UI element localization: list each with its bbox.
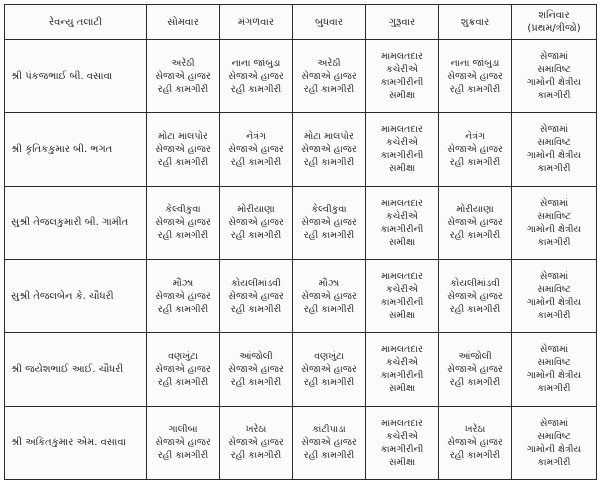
assignment-text-line: કામગીરી bbox=[537, 383, 571, 395]
assignment-text-line: કચેરીએ bbox=[386, 210, 418, 222]
assignment-text-line: નેત્રંગ bbox=[246, 130, 266, 142]
assignment-text-line: ગાલીબા bbox=[168, 424, 198, 436]
officer-name: શ્રી જયેશભાઈ આઈ. ચૌધરી bbox=[5, 333, 147, 406]
table-row bbox=[5, 113, 597, 186]
assignment-cell-wednesday bbox=[293, 406, 366, 479]
assignment-text-line: સમાવિષ્ટ bbox=[537, 357, 571, 369]
assignment-cell-friday bbox=[439, 113, 512, 186]
assignment-cell-saturday bbox=[512, 333, 597, 406]
assignment-text-line: સેજાએ હાજર bbox=[301, 437, 357, 449]
assignment-cell-thursday bbox=[366, 40, 439, 113]
assignment-text-line: રહી કામગીરી bbox=[157, 450, 209, 462]
header-saturday-label: શનિવાર bbox=[538, 10, 570, 21]
officer-name: શ્રી પંકજભાઈ બી. વસાવા bbox=[5, 40, 147, 113]
assignment-text-line: મામલતદાર bbox=[381, 417, 423, 429]
assignment-text-line: સમીક્ષા bbox=[388, 456, 416, 468]
assignment-text-line: કચેરીએ bbox=[386, 137, 418, 149]
assignment-text-line: કામગીરી bbox=[537, 163, 571, 175]
assignment-text-line: કાંટીપાડા bbox=[312, 424, 346, 436]
assignment-text-line: મૌઝા bbox=[172, 277, 194, 289]
assignment-text-line: સેજામાં bbox=[539, 417, 569, 429]
assignment-cell-wednesday bbox=[293, 113, 366, 186]
assignment-text-line: નાના જાંબુડા bbox=[450, 57, 500, 69]
assignment-text-line: રહી કામગીરી bbox=[449, 156, 501, 168]
assignment-cell-wednesday bbox=[293, 333, 366, 406]
assignment-text-line: રહી કામગીરી bbox=[449, 230, 501, 242]
assignment-text-line: કામગીરી bbox=[537, 456, 571, 468]
assignment-text-line: મામલતદાર bbox=[381, 51, 423, 63]
assignment-text-line: સમીક્ષા bbox=[388, 383, 416, 395]
assignment-text-line: સમીક્ષા bbox=[388, 163, 416, 175]
header-officer: રેવન્યુ તલાટી bbox=[5, 5, 147, 40]
assignment-text-line: સમાવિષ્ટ bbox=[537, 430, 571, 442]
assignment-cell-tuesday bbox=[220, 406, 293, 479]
assignment-cell-saturday bbox=[512, 113, 597, 186]
assignment-cell-tuesday bbox=[220, 40, 293, 113]
assignment-text-line: રહી કામગીરી bbox=[230, 230, 282, 242]
assignment-text-line: કામગીરીની bbox=[380, 370, 424, 382]
table-row bbox=[5, 406, 597, 479]
assignment-text-line: કેલ્વીકુવા bbox=[311, 204, 347, 216]
assignment-text-line: રહી કામગીરી bbox=[303, 376, 355, 388]
assignment-text-line: સેજામાં bbox=[539, 51, 569, 63]
assignment-text-line: સેજાએ હાજર bbox=[447, 143, 503, 155]
assignment-text-line: કામગીરી bbox=[537, 90, 571, 102]
assignment-cell-saturday bbox=[512, 186, 597, 259]
assignment-cell-thursday bbox=[366, 333, 439, 406]
assignment-cell-saturday bbox=[512, 40, 597, 113]
assignment-text-line: કામગીરીની bbox=[380, 150, 424, 162]
assignment-cell-saturday bbox=[512, 259, 597, 332]
assignment-text-line: મોટા માલપોર bbox=[158, 130, 208, 142]
assignment-text-line: સેજાએ હાજર bbox=[155, 143, 211, 155]
assignment-text-line: સેજાએ હાજર bbox=[301, 70, 357, 82]
assignment-cell-friday bbox=[439, 406, 512, 479]
assignment-text-line: રહી કામગીરી bbox=[303, 83, 355, 95]
assignment-text-line: સેજાએ હાજર bbox=[228, 290, 284, 302]
assignment-cell-monday bbox=[147, 259, 220, 332]
assignment-cell-thursday bbox=[366, 406, 439, 479]
assignment-text-line: કામગીરી bbox=[537, 236, 571, 248]
assignment-cell-saturday bbox=[512, 406, 597, 479]
assignment-text-line: રહી કામગીરી bbox=[157, 303, 209, 315]
assignment-text-line: મોટા માલપોર bbox=[304, 130, 354, 142]
header-day-tuesday: મંગળવાર bbox=[220, 5, 293, 40]
assignment-cell-friday bbox=[439, 259, 512, 332]
assignment-cell-tuesday bbox=[220, 259, 293, 332]
officer-name: શ્રી અંકિતકુમાર એમ. વસાવા bbox=[5, 406, 147, 479]
assignment-text-line: કોયલીમાંડવી bbox=[450, 277, 500, 289]
assignment-text-line: ગામોની ક્ષેત્રીય bbox=[526, 370, 582, 382]
assignment-text-line: અરેઠી bbox=[171, 57, 195, 69]
assignment-text-line: મામલતદાર bbox=[381, 124, 423, 136]
assignment-text-line: સેજાએ હાજર bbox=[301, 217, 357, 229]
assignment-cell-friday bbox=[439, 186, 512, 259]
assignment-text-line: સેજાએ હાજર bbox=[301, 363, 357, 375]
assignment-cell-tuesday bbox=[220, 113, 293, 186]
assignment-text-line: ગામોની ક્ષેત્રીય bbox=[526, 77, 582, 89]
assignment-cell-thursday bbox=[366, 113, 439, 186]
assignment-cell-monday bbox=[147, 40, 220, 113]
assignment-text-line: રહી કામગીરી bbox=[303, 156, 355, 168]
assignment-text-line: કોયલીમાંડવી bbox=[231, 277, 281, 289]
assignment-text-line: રહી કામગીરી bbox=[230, 376, 282, 388]
assignment-text-line: રહી કામગીરી bbox=[157, 83, 209, 95]
assignment-text-line: રહી કામગીરી bbox=[449, 376, 501, 388]
assignment-cell-tuesday bbox=[220, 186, 293, 259]
assignment-text-line: સમીક્ષા bbox=[388, 90, 416, 102]
assignment-cell-monday bbox=[147, 186, 220, 259]
assignment-cell-wednesday bbox=[293, 259, 366, 332]
revenue-talati-schedule-table bbox=[4, 4, 597, 480]
assignment-text-line: સેજાએ હાજર bbox=[447, 217, 503, 229]
assignment-text-line: સેજાએ હાજર bbox=[155, 290, 211, 302]
assignment-text-line: સેજાએ હાજર bbox=[155, 217, 211, 229]
assignment-text-line: સેજાએ હાજર bbox=[155, 363, 211, 375]
officer-name: શ્રી કૃતિકકુમાર બી. ભગત bbox=[5, 113, 147, 186]
assignment-text-line: સેજાએ હાજર bbox=[228, 363, 284, 375]
assignment-cell-thursday bbox=[366, 259, 439, 332]
header-day-thursday: ગુરૂવાર bbox=[366, 5, 439, 40]
assignment-text-line: વણખુંટા bbox=[314, 350, 344, 362]
assignment-text-line: સમીક્ષા bbox=[388, 236, 416, 248]
assignment-cell-monday bbox=[147, 113, 220, 186]
assignment-text-line: સેજામાં bbox=[539, 124, 569, 136]
assignment-text-line: સમાવિષ્ટ bbox=[537, 284, 571, 296]
table-row bbox=[5, 259, 597, 332]
assignment-text-line: સેજામાં bbox=[539, 271, 569, 283]
assignment-text-line: સમાવિષ્ટ bbox=[537, 64, 571, 76]
assignment-text-line: નેત્રંગ bbox=[465, 130, 485, 142]
assignment-text-line: રહી કામગીરી bbox=[449, 303, 501, 315]
assignment-text-line: કચેરીએ bbox=[386, 64, 418, 76]
assignment-text-line: કેલ્વીકુવા bbox=[165, 204, 201, 216]
assignment-text-line: કામગીરીની bbox=[380, 77, 424, 89]
assignment-text-line: સેજાએ હાજર bbox=[447, 363, 503, 375]
assignment-text-line: સેજાએ હાજર bbox=[301, 143, 357, 155]
assignment-cell-monday bbox=[147, 406, 220, 479]
assignment-text-line: સેજાએ હાજર bbox=[228, 143, 284, 155]
assignment-text-line: કચેરીએ bbox=[386, 430, 418, 442]
header-day-monday: સોમવાર bbox=[147, 5, 220, 40]
assignment-text-line: સેજાએ હાજર bbox=[228, 217, 284, 229]
assignment-text-line: કામગીરીની bbox=[380, 443, 424, 455]
assignment-cell-friday bbox=[439, 333, 512, 406]
schedule-body bbox=[5, 40, 597, 480]
table-row bbox=[5, 333, 597, 406]
officer-name: સુશ્રી તેજલકુમારી બી. ગામીત bbox=[5, 186, 147, 259]
assignment-cell-friday bbox=[439, 40, 512, 113]
header-saturday-note: (પ્રથમ/ત્રીજો) bbox=[527, 23, 581, 34]
assignment-text-line: કામગીરીની bbox=[380, 297, 424, 309]
assignment-cell-wednesday bbox=[293, 40, 366, 113]
table-row bbox=[5, 40, 597, 113]
assignment-text-line: સેજાએ હાજર bbox=[301, 290, 357, 302]
assignment-text-line: રહી કામગીરી bbox=[157, 230, 209, 242]
assignment-text-line: મૌઝા bbox=[318, 277, 340, 289]
assignment-text-line: ગામોની ક્ષેત્રીય bbox=[526, 443, 582, 455]
assignment-text-line: રહી કામગીરી bbox=[449, 450, 501, 462]
assignment-text-line: સમાવિષ્ટ bbox=[537, 137, 571, 149]
schedule-sheet bbox=[4, 4, 596, 480]
assignment-text-line: સેજામાં bbox=[539, 197, 569, 209]
assignment-text-line: વણખુંટા bbox=[168, 350, 198, 362]
assignment-text-line: રહી કામગીરી bbox=[230, 156, 282, 168]
assignment-text-line: ગામોની ક્ષેત્રીય bbox=[526, 223, 582, 235]
assignment-text-line: રહી કામગીરી bbox=[230, 450, 282, 462]
assignment-cell-wednesday bbox=[293, 186, 366, 259]
assignment-cell-thursday bbox=[366, 186, 439, 259]
assignment-text-line: રહી કામગીરી bbox=[303, 450, 355, 462]
table-row bbox=[5, 186, 597, 259]
assignment-text-line: કામગીરી bbox=[537, 310, 571, 322]
assignment-text-line: આંજોલી bbox=[239, 350, 273, 362]
assignment-text-line: ગામોની ક્ષેત્રીય bbox=[526, 297, 582, 309]
assignment-text-line: નાના જાંબુડા bbox=[231, 57, 281, 69]
header-day-wednesday: બુધવાર bbox=[293, 5, 366, 40]
assignment-text-line: કચેરીએ bbox=[386, 284, 418, 296]
assignment-text-line: સેજાએ હાજર bbox=[155, 70, 211, 82]
assignment-text-line: કામગીરીની bbox=[380, 223, 424, 235]
assignment-text-line: રહી કામગીરી bbox=[230, 83, 282, 95]
assignment-text-line: મામલતદાર bbox=[381, 271, 423, 283]
header-row bbox=[5, 5, 597, 40]
assignment-text-line: મામલતદાર bbox=[381, 197, 423, 209]
assignment-text-line: આંજોલી bbox=[458, 350, 492, 362]
assignment-text-line: રહી કામગીરી bbox=[157, 376, 209, 388]
assignment-text-line: રહી કામગીરી bbox=[303, 303, 355, 315]
assignment-cell-tuesday bbox=[220, 333, 293, 406]
assignment-text-line: સેજાએ હાજર bbox=[447, 290, 503, 302]
assignment-text-line: મામલતદાર bbox=[381, 344, 423, 356]
assignment-text-line: સમીક્ષા bbox=[388, 310, 416, 322]
header-day-friday: શુક્રવાર bbox=[439, 5, 512, 40]
assignment-text-line: સેજાએ હાજર bbox=[447, 437, 503, 449]
assignment-text-line: અરેઠી bbox=[317, 57, 341, 69]
assignment-text-line: કચેરીએ bbox=[386, 357, 418, 369]
assignment-text-line: રહી કામગીરી bbox=[449, 83, 501, 95]
assignment-text-line: મોરીયાણા bbox=[237, 204, 275, 216]
assignment-text-line: ખરેઠા bbox=[245, 424, 267, 436]
assignment-text-line: મોરીયાણા bbox=[456, 204, 494, 216]
assignment-text-line: ખરેઠા bbox=[464, 424, 486, 436]
officer-name: સુશ્રી તેજલબેન કે. ચૌધરી bbox=[5, 259, 147, 332]
header-day-saturday bbox=[512, 5, 597, 40]
assignment-text-line: સેજાએ હાજર bbox=[228, 70, 284, 82]
assignment-text-line: સેજામાં bbox=[539, 344, 569, 356]
assignment-cell-monday bbox=[147, 333, 220, 406]
assignment-text-line: ગામોની ક્ષેત્રીય bbox=[526, 150, 582, 162]
assignment-text-line: સમાવિષ્ટ bbox=[537, 210, 571, 222]
assignment-text-line: રહી કામગીરી bbox=[303, 230, 355, 242]
assignment-text-line: સેજાએ હાજર bbox=[155, 437, 211, 449]
assignment-text-line: રહી કામગીરી bbox=[230, 303, 282, 315]
assignment-text-line: સેજાએ હાજર bbox=[447, 70, 503, 82]
assignment-text-line: સેજાએ હાજર bbox=[228, 437, 284, 449]
assignment-text-line: રહી કામગીરી bbox=[157, 156, 209, 168]
